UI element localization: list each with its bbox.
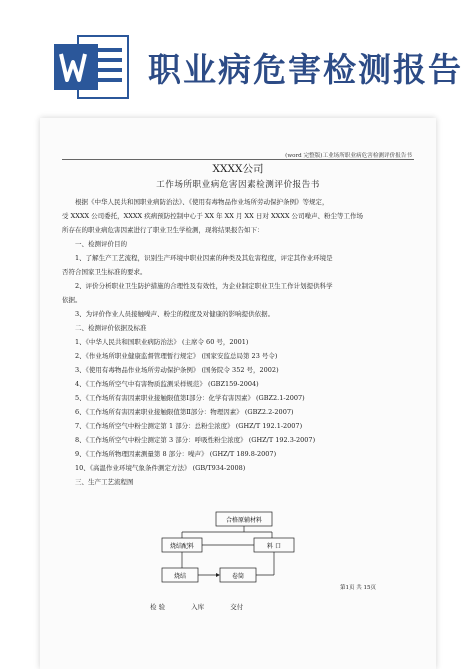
- body-line: 3、《使用有毒物品作业场所劳动保护条例》 (国务院令 352 号，2002): [75, 366, 279, 374]
- banner: [0, 0, 474, 112]
- signature-row: [150, 602, 267, 611]
- document-title: 工作场所职业病危害因素检测评价报告书: [156, 180, 320, 190]
- flow-label-material-port: 料 口: [267, 543, 281, 550]
- body-line: 一、检测评价目的: [75, 240, 127, 248]
- body-line: 3、为评价作业人员接触噪声、粉尘的程度及对健康的影响提供依据。: [75, 310, 275, 318]
- body-line: 根据《中华人民共和国职业病防治法》、《使用有毒物品作业场所劳动保护条例》等规定，: [75, 198, 329, 206]
- body-line: 4、《工作场所空气中有害物质监测采样规范》 (GBZ159-2004): [75, 380, 259, 388]
- flow-label-bloom: 卷筒: [231, 573, 245, 580]
- flow-label-raw: 合格原辅材料: [225, 517, 263, 524]
- body-line: 7、《工作场所空气中粉尘测定第 1 部分：总粉尘浓度》 (GHZ/T 192.1-2007): [75, 422, 303, 430]
- banner-title: 职业病危害检测报告: [148, 50, 463, 89]
- header-note: (word 完整版)工业场所职业病危害检测评价报告书: [285, 153, 412, 159]
- body-line: 2、《作业场所职业健康监督管理暂行规定》 (国家安监总局第 23 号令): [75, 352, 278, 360]
- body-line: 9、《工作场所物理因素测量第 8 部分：噪声》 (GHZ/T 189.8-2007): [75, 450, 277, 458]
- flow-label-batching: 烧结配料: [169, 543, 195, 550]
- signature-delivery: 交付: [230, 603, 244, 611]
- body-line: 三、生产工艺流程图: [75, 478, 134, 486]
- body-line: 8、《工作场所空气中粉尘测定第 3 部分：呼吸性粉尘浓度》 (GHZ/T 192.3-2007): [75, 436, 316, 444]
- body-line: 1、《中华人民共和国职业病防治法》 (主席令 60 号，2001): [75, 338, 249, 346]
- body-line: 10、《高温作业环境气象条件测定方法》 (GB/T934-2008): [75, 464, 246, 472]
- signature-inspection: 检 验: [150, 603, 166, 611]
- company-name: XXXX公司: [212, 163, 264, 175]
- body-line: 二、检测评价依据及标准: [75, 324, 147, 332]
- body-line: 否符合国家卫生标准的要求。: [62, 268, 147, 276]
- body-line: 2、评价分析职业卫生防护措施的合理性及有效性，为企业制定职业卫生工作计划提供科学: [75, 282, 333, 290]
- page-number: 第1页 共 15页: [340, 585, 376, 591]
- body-line: 受 XXXX 公司委托，XXXX 疾病预防控制中心于 XX 年 XX 月 XX 日对 XXXX 公司噪声、粉尘等工作场: [62, 212, 364, 220]
- header-divider: [62, 159, 414, 160]
- document-page: [40, 118, 436, 669]
- document-body: [62, 195, 422, 489]
- word-document-icon: [52, 32, 132, 102]
- body-line: 依据。: [62, 296, 82, 304]
- body-line: 所存在的职业病危害因素进行了职业卫生学检测，现将结果报告如下：: [62, 226, 264, 234]
- body-line: 6、《工作场所有害因素职业接触限值第Ⅱ部分：物理因素》 (GBZ2.2-2007): [75, 408, 294, 416]
- body-line: 1、了解生产工艺流程，识别生产环境中职业因素的种类及其危害程度，评定其作业环境是: [75, 254, 333, 262]
- body-line: 5、《工作场所有害因素职业接触限值第Ⅰ部分：化学有害因素》 (GBZ2.1-2007): [75, 394, 305, 402]
- flow-label-sintering: 烧结: [173, 573, 187, 580]
- process-flow-diagram: [160, 510, 320, 600]
- signature-storage: 入库: [191, 603, 205, 611]
